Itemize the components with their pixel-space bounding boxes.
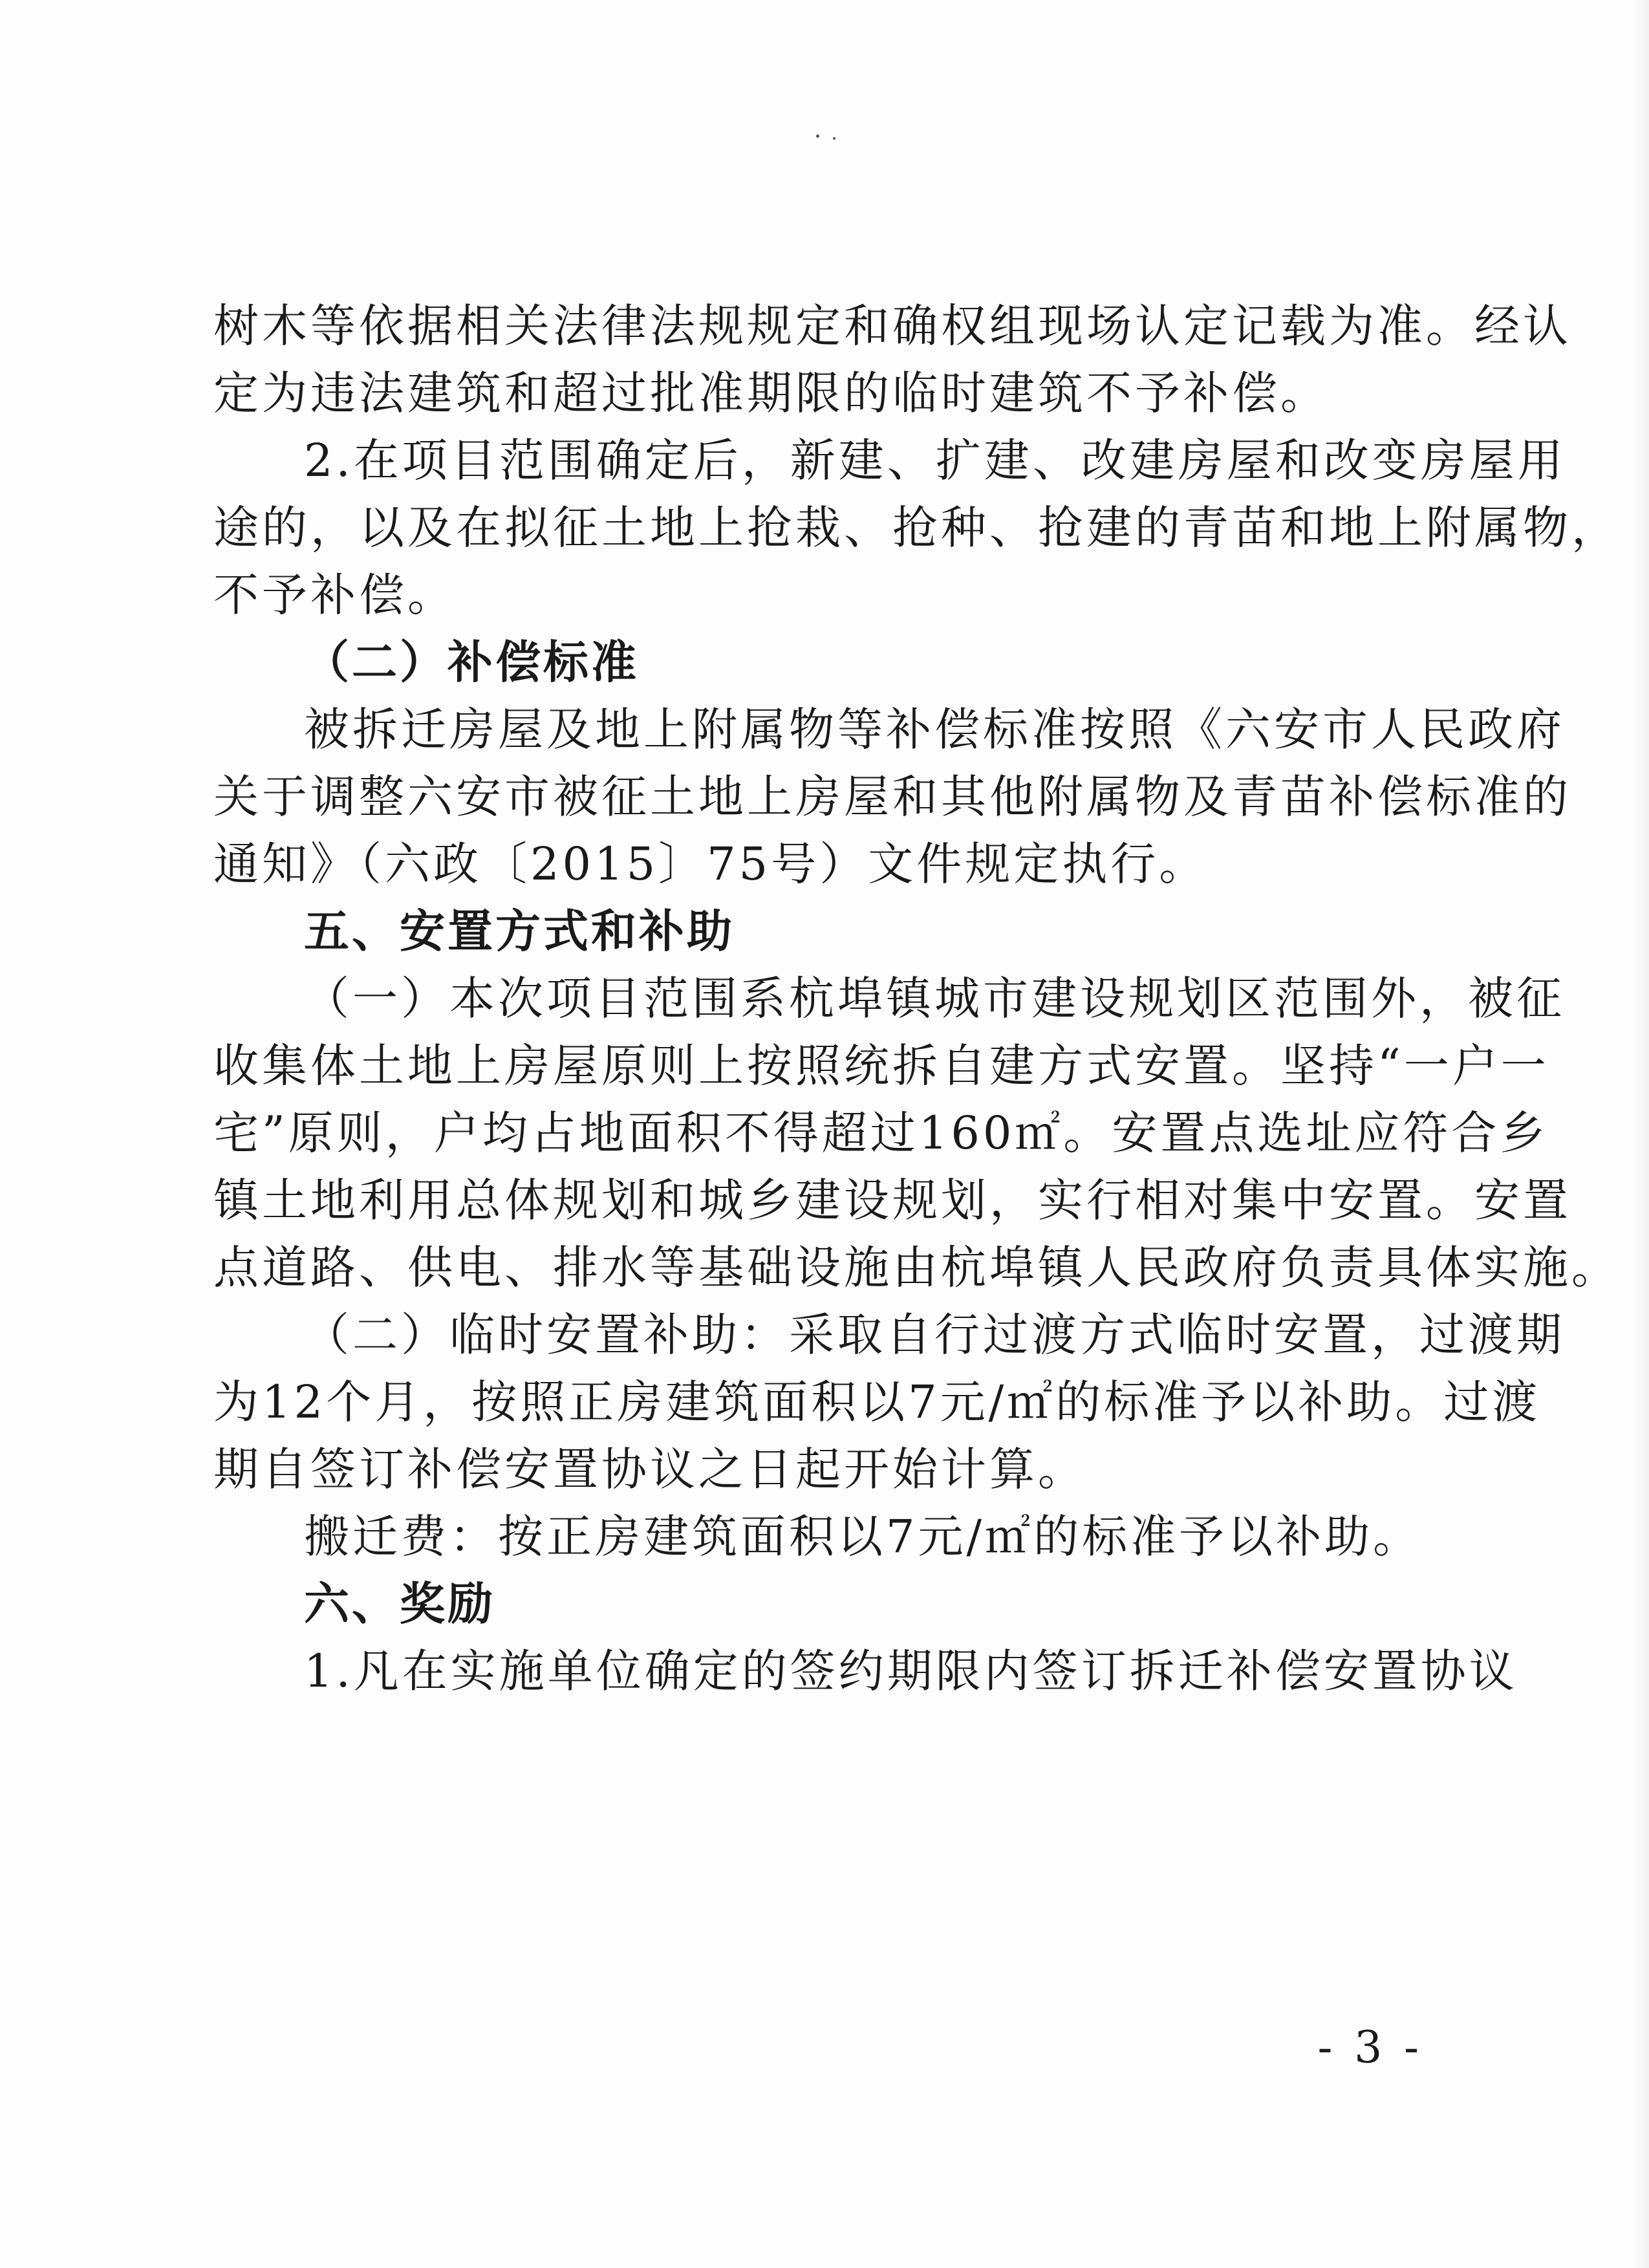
scan-speck (816, 135, 819, 138)
scan-edge-shadow (1633, 0, 1649, 2268)
text-line: （一）本次项目范围系杭埠镇城市建设规划区范围外，被征 (304, 972, 1565, 1025)
text-line: 收集体土地上房屋原则上按照统拆自建方式安置。坚持“一户一 (213, 1039, 1549, 1092)
body-text (213, 292, 1620, 1705)
text-line: 树木等依据相关法律法规规定和确权组现场认定记载为准。经认 (213, 299, 1571, 352)
text-line: 通知》（六政〔2015〕75号）文件规定执行。 (213, 837, 1208, 891)
text-line: 不予补偿。 (213, 568, 456, 621)
text-line: 定为违法建筑和超过批准期限的临时建筑不予补偿。 (213, 367, 1329, 420)
text-line: 镇土地利用总体规划和城乡建设规划，实行相对集中安置。安置 (213, 1174, 1571, 1227)
section-heading: 六、奖励 (304, 1577, 495, 1630)
text-line: 1.凡在实施单位确定的签约期限内签订拆迁补偿安置协议 (304, 1645, 1518, 1698)
text-line: 点道路、供电、排水等基础设施由杭埠镇人民政府负责具体实施。 (213, 1241, 1620, 1294)
text-line: 途的，以及在拟征土地上抢栽、抢种、抢建的青苗和地上附属物， (213, 501, 1620, 554)
text-line: 关于调整六安市被征土地上房屋和其他附属物及青苗补偿标准的 (213, 770, 1571, 823)
text-line: 宅”原则，户均占地面积不得超过160㎡。安置点选址应符合乡 (213, 1107, 1549, 1160)
text-line: （二）临时安置补助：采取自行过渡方式临时安置，过渡期 (304, 1308, 1565, 1361)
page-number: - 3 - (1317, 2022, 1423, 2073)
scan-speck (833, 137, 835, 140)
text-line: 期自签订补偿安置协议之日起开始计算。 (213, 1443, 1086, 1496)
text-line: 2.在项目范围确定后，新建、扩建、改建房屋和改变房屋用 (304, 434, 1566, 487)
subsection-heading: （二）补偿标准 (304, 636, 639, 689)
text-line: 搬迁费：按正房建筑面积以7元/㎡的标准予以补助。 (304, 1510, 1422, 1563)
section-heading: 五、安置方式和补助 (304, 905, 735, 958)
text-line: 为12个月，按照正房建筑面积以7元/㎡的标准予以补助。过渡 (213, 1376, 1541, 1429)
text-line: 被拆迁房屋及地上附属物等补偿标准按照《六安市人民政府 (304, 703, 1565, 756)
